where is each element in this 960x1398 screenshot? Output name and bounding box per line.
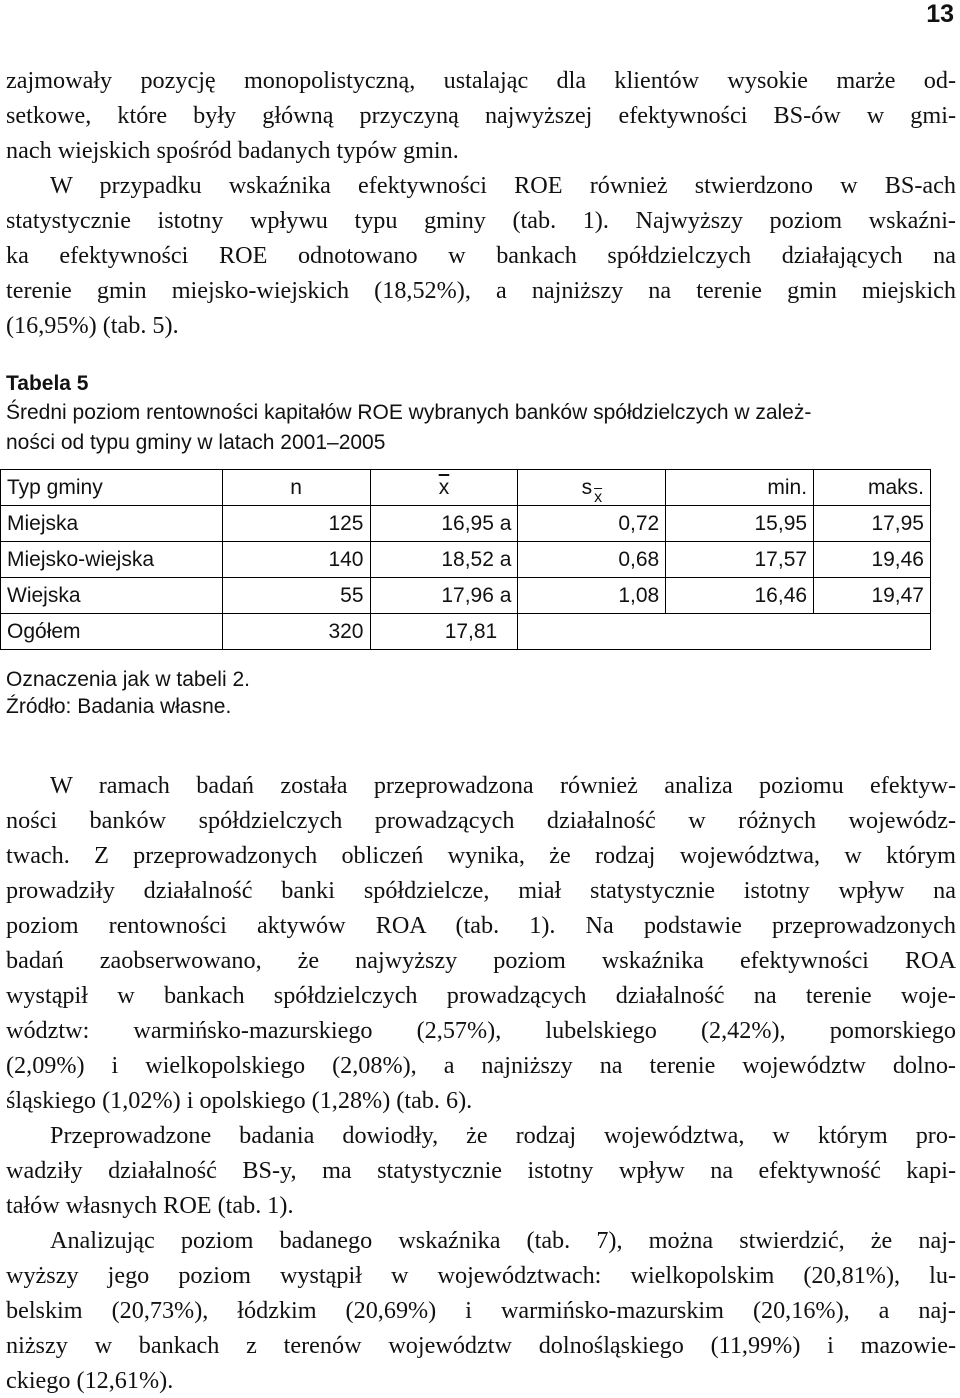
text-line: wyższy jego poziom wystąpił w województwach: wielkopolskim (20,81%), lu- xyxy=(6,1262,956,1289)
cell-min: 17,57 xyxy=(666,542,814,578)
text-line: twach. Z przeprowadzonych obliczeń wynika, że rodzaj województwa, w którym xyxy=(6,842,956,869)
cell-min: 15,95 xyxy=(666,506,814,542)
note-line: Oznaczenia jak w tabeli 2. xyxy=(6,668,250,691)
text-line: belskim (20,73%), łódzkim (20,69%) i warmińsko-mazurskim (20,16%), a naj- xyxy=(6,1297,956,1324)
source-line: Źródło: Badania własne. xyxy=(6,695,232,718)
cell-n: 55 xyxy=(222,578,370,614)
table-row xyxy=(1,578,931,614)
cell-min: 16,46 xyxy=(666,578,814,614)
cell-se: 0,68 xyxy=(518,542,666,578)
text-line: statystycznie istotny wpływu typu gminy (tab. 1). Najwyższy poziom wskaźni- xyxy=(6,207,956,234)
table-row xyxy=(1,542,931,578)
text-line: setkowe, które były główną przyczyną najwyższej efektywności BS-ów w gmi- xyxy=(6,102,956,129)
table-header-row xyxy=(1,470,931,506)
cell-max: 19,46 xyxy=(814,542,931,578)
cell-mean: 17,96 a xyxy=(370,578,518,614)
cell-n: 320 xyxy=(222,614,370,650)
cell-mean: 18,52 a xyxy=(370,542,518,578)
text-line: Analizując poziom badanego wskaźnika (tab. 7), można stwierdzić, że naj- xyxy=(50,1227,956,1254)
header-type: Typ gminy xyxy=(1,470,223,506)
paragraph-4 xyxy=(6,1223,956,1398)
paragraph-2 xyxy=(6,768,956,1118)
text-line: prowadziły działalność banki spółdzielcze, miał statystycznie istotny wpływ na xyxy=(6,877,956,904)
text-line: wadziły działalność BS-y, ma statystycznie istotny wpływ na efektywność kapi- xyxy=(6,1157,956,1184)
cell-n: 140 xyxy=(222,542,370,578)
text-line: niższy w bankach z terenów województw dolnośląskiego (11,99%) i mazowie- xyxy=(6,1332,956,1359)
cell-empty xyxy=(814,614,931,650)
text-line: W ramach badań została przeprowadzona również analiza poziomu efektyw- xyxy=(50,772,956,799)
table-total-row xyxy=(1,614,931,650)
text-line: wództw: warmińsko-mazurskiego (2,57%), lubelskiego (2,42%), pomorskiego xyxy=(6,1017,956,1044)
cell-type: Ogółem xyxy=(1,614,223,650)
text-line: Przeprowadzone badania dowiodły, że rodzaj województwa, w którym pro- xyxy=(50,1122,956,1149)
text-line: zajmowały pozycję monopolistyczną, ustalając dla klientów wysokie marże od- xyxy=(6,67,956,94)
paragraph-3 xyxy=(6,1118,956,1223)
text-line: badań zaobserwowano, że najwyższy poziom wskaźnika efektywności ROA xyxy=(6,947,956,974)
cell-max: 17,95 xyxy=(814,506,931,542)
header-mean xyxy=(370,470,518,506)
data-table xyxy=(0,469,931,650)
cell-n: 125 xyxy=(222,506,370,542)
text-line: (2,09%) i wielkopolskiego (2,08%), a najniższy na terenie województw dolno- xyxy=(6,1052,956,1079)
text-line: terenie gmin miejsko-wiejskich (18,52%), a najniższy na terenie gmin miejskich xyxy=(6,277,956,304)
se-subscript: x xyxy=(594,488,603,506)
header-min: min. xyxy=(666,470,814,506)
cell-empty xyxy=(666,614,814,650)
table-caption xyxy=(6,398,956,458)
table-notes xyxy=(6,666,250,720)
text-line: (16,95%) (tab. 5). xyxy=(6,312,179,339)
header-se xyxy=(518,470,666,506)
cell-max: 19,47 xyxy=(814,578,931,614)
text-line: nach wiejskich spośród badanych typów gmin. xyxy=(6,137,459,164)
cell-se: 1,08 xyxy=(518,578,666,614)
text-line: tałów własnych ROE (tab. 1). xyxy=(6,1192,294,1219)
text-line: ka efektywności ROE odnotowano w bankach spółdzielczych działających na xyxy=(6,242,956,269)
table-label: Tabela 5 xyxy=(6,372,89,395)
cell-type: Wiejska xyxy=(1,578,223,614)
text-line: wystąpił w bankach spółdzielczych prowadzących działalność na terenie woje- xyxy=(6,982,956,1009)
text-line: W przypadku wskaźnika efektywności ROE również stwierdzono w BS-ach xyxy=(50,172,956,199)
table-row xyxy=(1,506,931,542)
header-max: maks. xyxy=(814,470,931,506)
text-line: śląskiego (1,02%) i opolskiego (1,28%) (tab. 6). xyxy=(6,1087,473,1114)
page-number: 13 xyxy=(926,0,954,28)
text-line: ckiego (12,61%). xyxy=(6,1367,174,1394)
cell-mean: 17,81 xyxy=(370,614,518,650)
cell-type: Miejska xyxy=(1,506,223,542)
paragraph-1 xyxy=(6,63,956,343)
cell-type: Miejsko-wiejska xyxy=(1,542,223,578)
cell-mean: 16,95 a xyxy=(370,506,518,542)
se-symbol: s xyxy=(581,475,593,499)
caption-line: Średni poziom rentowności kapitałów ROE wybranych banków spółdzielczych w zależ- xyxy=(6,401,812,424)
header-n: n xyxy=(222,470,370,506)
caption-line: ności od typu gminy w latach 2001–2005 xyxy=(6,431,386,454)
text-line: ności banków spółdzielczych prowadzących działalność w różnych wojewódz- xyxy=(6,807,956,834)
mean-symbol: $\overline{x}$ xyxy=(438,475,450,499)
cell-se: 0,72 xyxy=(518,506,666,542)
text-line: poziom rentowności aktywów ROA (tab. 1). Na podstawie przeprowadzonych xyxy=(6,912,956,939)
cell-empty xyxy=(518,614,666,650)
